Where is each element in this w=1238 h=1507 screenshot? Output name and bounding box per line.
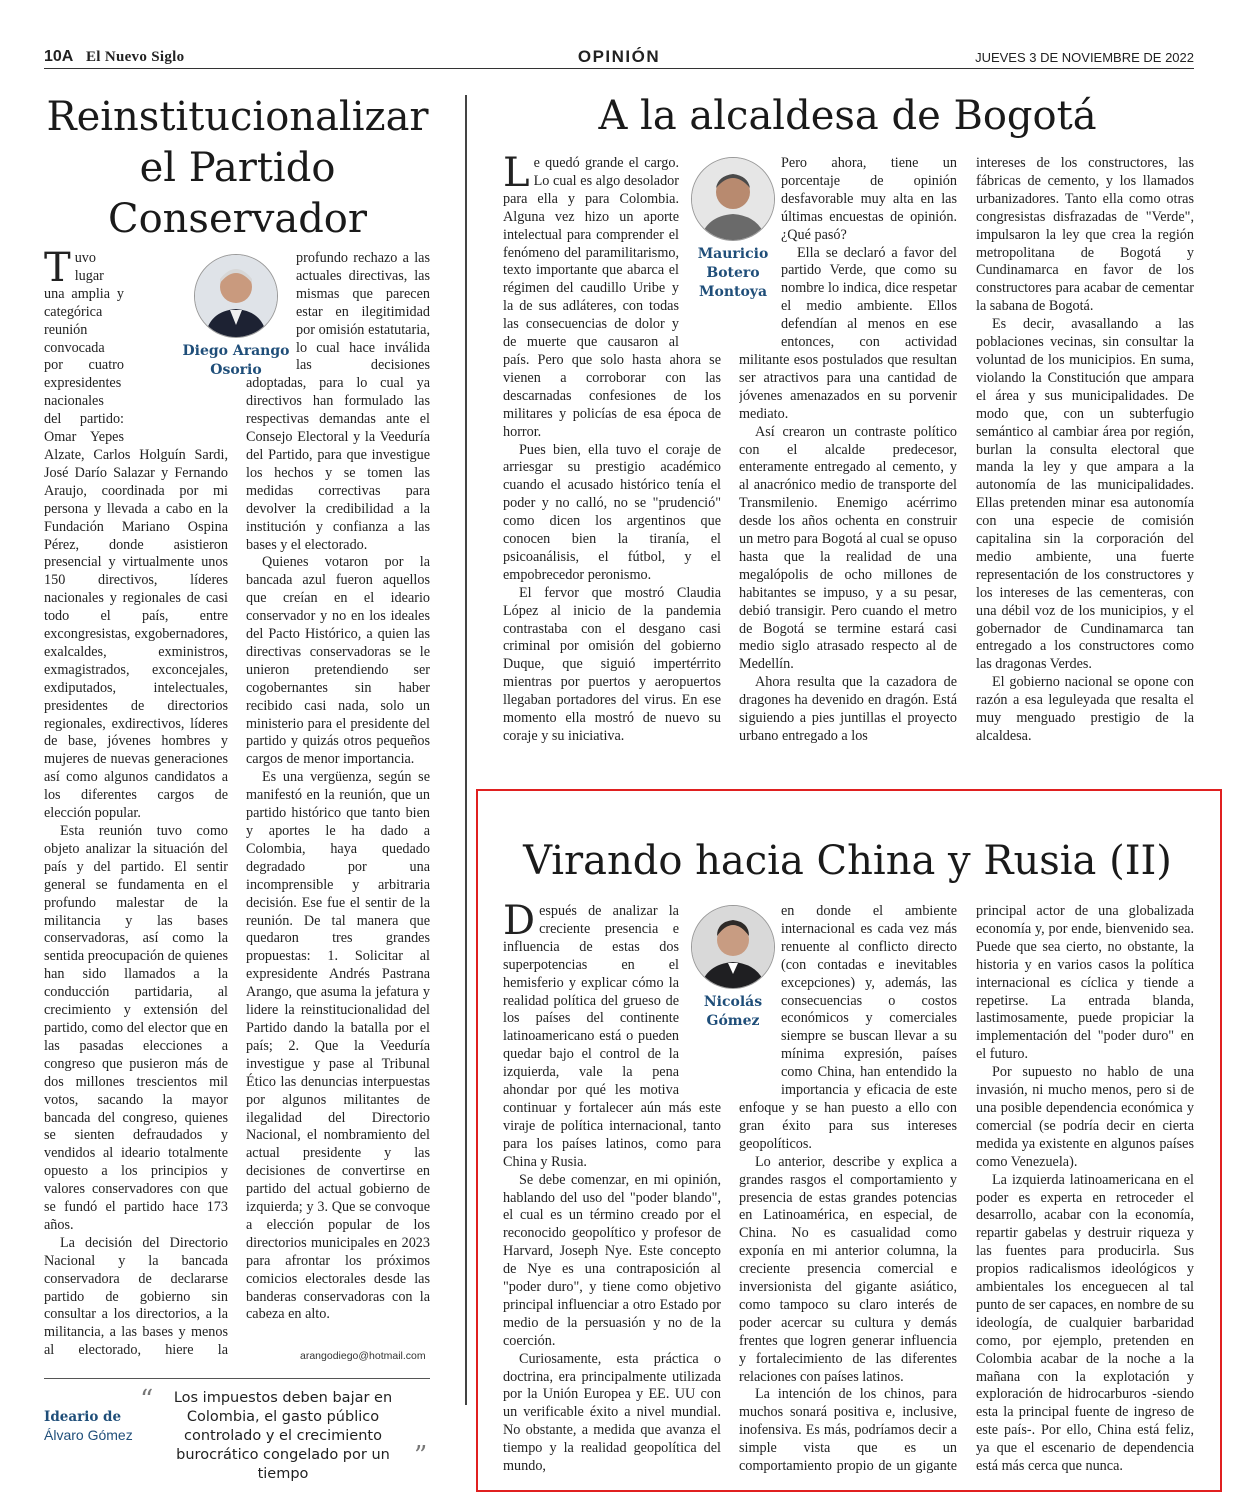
article-paragraph: Ella se declaró a favor del partido Verde, que como su nombre lo indica, dice respetar el medio ambiente. Ellos defendían al menos en ese entonces, con actividad militante esos postulados que resultan ser atractivos para una cantidad de jóvenes amenazados en su porvenir mediato. [739, 244, 957, 422]
article-paragraph: La intención de los chinos, para muchos sonará positiva e, inclusive, inofensiva. Es más, podríamos decir a simple vista que es un comportamiento propio de un gigante [739, 1386, 957, 1473]
article-title-china-rusia: Virando hacia China y Rusia (II) [523, 838, 1172, 884]
ideario-label: Ideario de [44, 1409, 122, 1425]
article-title-alcaldesa: A la alcaldesa de Bogotá [598, 93, 1097, 139]
article-paragraph: Quienes votaron por la bancada azul fueron aquellos que creían en el ideario conservador y no en los ideales del Pacto Histórico, a quien las directivas conservadoras se le unieron pretendiendo ser cogobernantes sin haber recibido casi nada, solo un ministerio para el presidente del partido y quizás otros pequeños cargos de menor importancia. [246, 554, 430, 768]
ideario-divider [44, 1378, 430, 1379]
article-conservador-col1 [44, 250, 228, 1362]
article-title-conservador: Reinstitucionalizar el Partido Conservador [46, 94, 429, 242]
article-paragraph: Así crearon un contraste político con el alcalde predecesor, enteramente entregado al cemento, y al anacrónico medio de transporte del Transmilenio. Enemigo acérrimo desde los años ochenta en construir un metro para Bogotá al cual se opuso hasta que la realidad de una megalópolis de ocho millones de habitantes se impuso, y a su pesar, debió transigir. Pero cuando el metro de Bogotá se termine estará casi medio siglo atrasado respecto al de Medellín. [739, 423, 957, 673]
article-paragraph: Le quedó grande el cargo. Lo cual es algo desolador para ella y para Colombia. Alguna vez hizo un aporte intelectual para comprender el fenómeno del paramilitarismo, texto importante que abarca el régimen del caudillo Uribe y la de sus adláteres, con todas las consecuencias de dolor y de muerte que causaron al país. Pero que solo hasta ahora se vienen a corroborar con las descarnadas confesiones de los militares y policías de esa época de horror. [503, 155, 721, 440]
article-conservador-col2 [246, 250, 430, 1345]
article-paragraph: Pero ahora, tiene un porcentaje de opinión desfavorable muy alta en las últimas encuestas de opinión. ¿Qué pasó? [781, 155, 957, 243]
drop-cap: T [44, 250, 71, 291]
article-conservador-col2-text [246, 250, 430, 1324]
article-paragraph: Ahora resulta que la cazadora de dragones ha devenido en dragón. Está siguiendo a pies juntillas el proyecto urbano entregado a los [739, 674, 957, 744]
photo-spacer [246, 250, 296, 360]
ideario-box [44, 1385, 434, 1482]
article-paragraph: Después de analizar la creciente presencia e influencia de estas dos superpotencias en el hemisferio y explicar cómo la realidad política del grueso de los países del continente latinoamericano está o pueden quedar bajo el control de la izquierda, vale la pena ahondar por qué les motiva continuar y fortalecer aún más este viraje de política internacional, tanto para los países latinos, como para China y Rusia. [503, 903, 721, 1170]
page-header [44, 46, 1194, 69]
article-alcaldesa-col3 [976, 155, 1194, 745]
photo-spacer [739, 155, 781, 335]
open-quote-icon: “ [140, 1385, 154, 1415]
article-paragraph: profundo rechazo a las actuales directivas, las mismas que parecen estar en ilegitimidad por omisión estatutaria, lo cual hace inválida las decisiones adoptadas, para lo cual ya directivos han formulado las respectivas demandas ante el Consejo Electoral y la Veeduría del Partido, para que investigue los hechos y se tomen las medidas correctivas para devolver la credibilidad a la institución y confianza a las bases y el electorado. [246, 250, 430, 553]
ideario-quote: Los impuestos deben bajar en Colombia, el gasto público controlado y el crecimiento burocrático congelado por un tiempo [173, 1390, 393, 1482]
article-paragraph: El fervor que mostró Claudia López al inicio de la pandemia contrastaba con el desgano casi criminal por omisión del gobierno Duque, que siguió impertérrito mientras por puertos y aeropuertos llegaban portadores del virus. En ese momento ella mostró de nuevo su coraje y su iniciativa. [503, 584, 721, 744]
article-china-col2-text [739, 903, 957, 1473]
article-paragraph: en donde el ambiente internacional es cada vez más renuente al conflicto directo (con contadas e inevitables excepciones) y, además, las consecuencias o costos económicos y comerciales siempre se buscan llevar a su mínima expresión, países como China, han entendido la importancia y eficacia de este enfoque y se han puesto a ello con gran éxito para sus intereses geopolíticos. [739, 903, 957, 1152]
article-paragraph: Se debe comenzar, en mi opinión, hablando del uso del "poder blando", el cual es un término creado por el reconocido geopolítico y profesor de Harvard, Joseph Nye. Este concepto de Nye es una contraposición al "poder duro", y tiene como objetivo principal influenciar a otro Estado por medio de la persuasión y no de la coerción. [503, 1171, 721, 1349]
author-email[interactable]: arangodiego@hotmail.com [300, 1350, 426, 1362]
article-paragraph: Pues bien, ella tuvo el coraje de arriesgar su prestigio académico cuando el acusado histórico tenía el poder y no calló, no se "prudenció" como dicen los argentinos que conocen bien la tiranía, el psicoanálisis, el fútbol, y el empobrecedor peronismo. [503, 441, 721, 583]
section-name: OPINIÓN [577, 47, 661, 66]
article-paragraph: Es decir, avasallando a las poblaciones vecinas, sin consultar la voluntad de los municipios. En suma, violando la Constitución que ampara el área y sus municipalidades. De modo que, con un subterfugio semántico al cambiar área por región, burlan la consulta electoral que manda la ley y que ampara a la autonomía de las municipalidades. Ellas pretenden minar esa autonomía con una especie de comisión capitalina sin la corporación del medio ambiente, una fuerte representación de los constructores y los intereses de las cementeras, con una débil voz de los municipios, y el gobernador de Cundinamarca tan entregado a los constructores como las dragonas Verdes. [976, 316, 1194, 673]
article-paragraph: El gobierno nacional se opone con razón a esa leguleyada que resalta el muy menguado prestigio de la alcaldesa. [976, 674, 1194, 744]
article-paragraph: intereses de los constructores, las fábricas de cemento, y los llamados urbanizadores. Tanto ella como otras congresistas disfrazadas de "Verde", impulsaron la ley que crea la región metropolitana de Bogotá y Cundinamarca en favor de los constructores para acabar de cementar la sabana de Bogotá. [976, 155, 1194, 315]
article-paragraph: Curiosamente, esta práctica o doctrina, era principalmente utilizada por la Unión Europea y EE. UU con un verificable éxito a nivel mundial. No obstante, a medida que avanza el tiempo y la realidad geopolítica del mundo, [503, 1350, 721, 1473]
column-divider [465, 95, 467, 1405]
article-conservador-col1-text [44, 250, 228, 1362]
author-name-arango: Diego Arango Osorio [182, 343, 290, 378]
photo-spacer [739, 903, 781, 1083]
article-paragraph: Lo anterior, describe y explica a grandes rasgos el comportamiento y presencia de estas grandes potencias en Latinoamérica, en especial, de China. No es casualidad como exponía en mi anterior columna, la creciente presencia comercial e inversionista del gigante asiático, como tampoco su claro interés de poder acercar su cultura y demás frentes que logren generar influencia y fortalecimiento de las diferentes relaciones con países latinos. [739, 1153, 957, 1385]
article-paragraph: principal actor de una globalizada economía y, por ende, bienvenido sea. Puede que sea cierto, no obstante, la historia y en varios casos la política internacional es cíclica y tiende a repetirse. La entrada blanda, lastimosamente, puede propiciar la implementación del "poder duro" en el futuro. [976, 903, 1194, 1063]
article-paragraph: La izquierda latinoamericana en el poder es experta en retroceder el desarrollo, acabar con la economía, repartir gabelas y destruir riqueza y las fuentes para producirla. Sus propios radicalismos ideológicos y ambientales los enceguecen al tal punto de ser capaces, en nombre de su ideología, de cualquier barbaridad como, por ejemplo, pretenden en Colombia acabar de la noche a la mañana con la explotación y exploración de hidrocarburos -siendo esta la principal fuente de ingreso de este país-. Por ello, China está feliz, ya que el escenario de dependencia está más cerca que nunca. [976, 1171, 1194, 1473]
ideario-author: Álvaro Gómez [44, 1427, 133, 1443]
drop-cap: L [503, 155, 530, 196]
article-china-col2 [739, 903, 957, 1473]
article-paragraph: La decisión del Directorio Nacional y la bancada conservadora de declararse partido de gobierno sin consultar a los directorios, a la militancia, a las bases y menos al electorado, hiere la [44, 1234, 228, 1359]
author-name-botero: Mauricio Botero Montoya [697, 246, 769, 300]
article-alcaldesa-col3-text [976, 155, 1194, 745]
drop-cap: D [503, 903, 536, 944]
article-paragraph: Es una vergüenza, según se manifestó en la reunión, que un partido histórico que tanto bien y aportes le ha dado a Colombia, haya quedado degradado por una incomprensible y arbitraria decisión. Ese fue el sentir de la reunión. De tal manera que quedaron tres grandes propuestas: 1. Solicitar al expresidente Andrés Pastrana Arango, que asuma la jefatura y lidere la reinstitucionalidad del Partido dando la batalla por el país; 2. Que la Veeduría investigue y pase al Tribunal Ético las denuncias interpuestas por algunos militantes de ilegalidad del Directorio Nacional, el nombramiento del actual presidente y las decisiones de convertirse en partido del actual gobierno de izquierda; y 3. Que se convoque a elección popular de los directorios municipales en 2023 para afrontar los próximos comicios electorales desde las banderas conservadoras con la cabeza en alto. [246, 769, 430, 1323]
article-paragraph: Tuvo lugar una amplia y categórica reunión convocada por cuatro expresidentes nacionales del partido: Omar Yepes Alzate, Carlos Holguín Sardi, José Darío Salazar y Fernando Araujo, coordinada por mi persona y llevada a cabo en la Fundación Mariano Ospina Pérez, donde asistieron presencial y virtualmente unos 150 directivos, líderes nacionales y regionales de casi todo el país, entre excongresistas, exgobernadores, exalcaldes, exministros, exmagistrados, exconcejales, exdiputados, intelectuales, presidentes de directorios regionales, exdirectivos, líderes de base, jóvenes hombres y mujeres de nuevas generaciones así como algunos candidatos a los diferentes cargos de elección popular. [44, 250, 228, 822]
article-alcaldesa-col2 [739, 155, 957, 745]
page-number: 10A [44, 48, 74, 65]
article-china-col3 [976, 903, 1194, 1473]
article-china-col3-text [976, 903, 1194, 1473]
close-quote-icon: ” [414, 1441, 428, 1471]
article-alcaldesa-col2-text [739, 155, 957, 745]
newspaper-name: El Nuevo Siglo [86, 49, 185, 65]
issue-date: JUEVES 3 DE NOVIEMBRE DE 2022 [975, 50, 1194, 65]
article-paragraph: Esta reunión tuvo como objeto analizar la situación del país y del partido. El sentir general se fundamenta en el profundo malestar de la militancia y las bases conservadoras, así como la sentida preocupación de quienes han sido llamados a la conducción partidaria, al crecimiento y extensión del partido, como del elector que en las pasadas elecciones a congreso que pusieron más de dos millones trescientos mil votos, sacando la mayor bancada del congreso, quienes se sienten defraudados y vendidos al ideario totalmente opuesto a los principios y valores conservadores con que se fundó el partido hace 173 años. [44, 823, 228, 1233]
article-paragraph: Por supuesto no hablo de una invasión, ni mucho menos, pero si de una posible dependencia económica y comercial (se podría decir en cierta medida ya existente en algunos países como Venezuela). [976, 1064, 1194, 1170]
author-name-gomez: Nicolás Gómez [703, 994, 763, 1029]
